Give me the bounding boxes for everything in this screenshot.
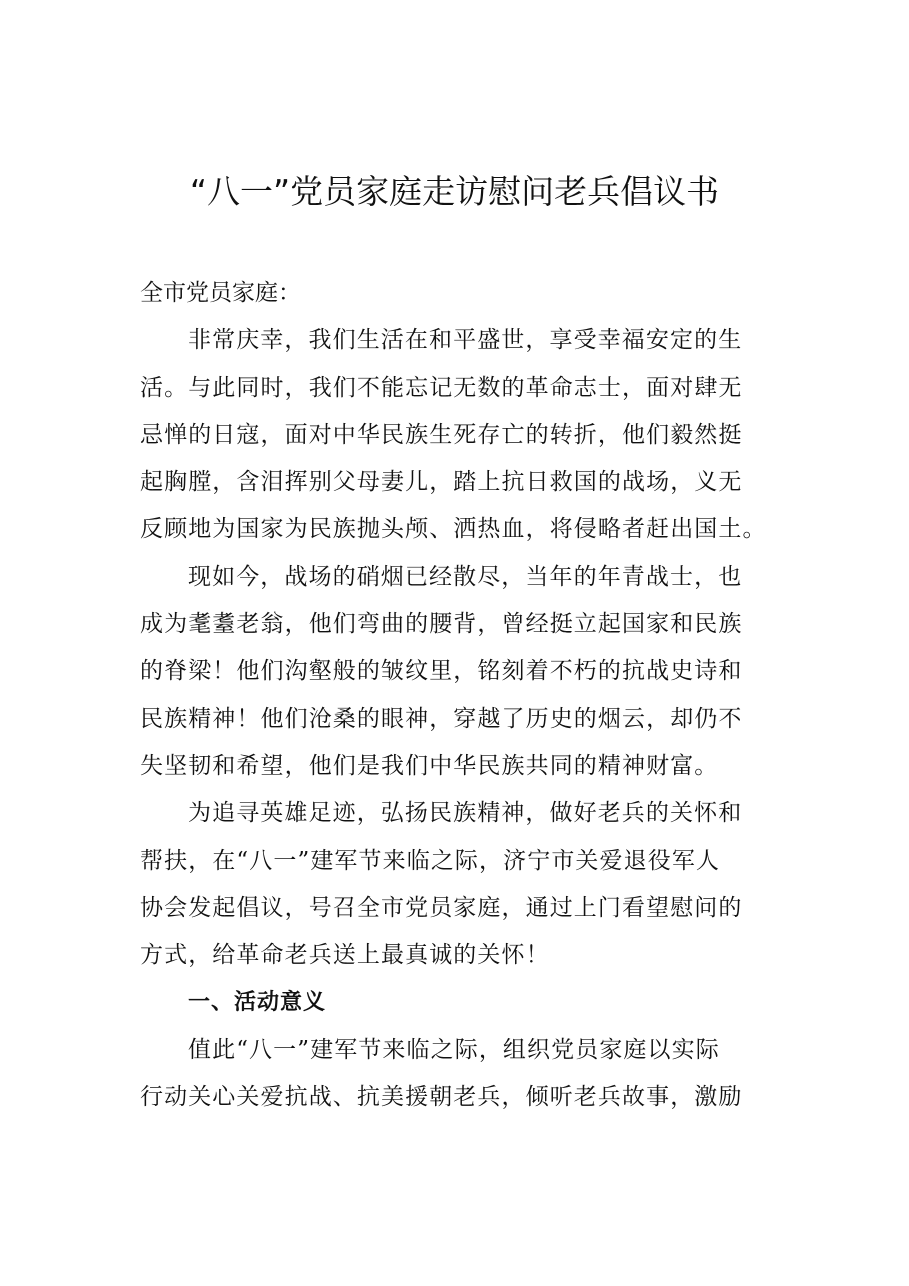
document-title: “八一”党员家庭走访慰问老兵倡议书 [189,172,720,211]
section-paragraph [140,1027,760,1122]
paragraph-line: 民族精神！他们沧桑的眼神，穿越了历史的烟云，却仍不 [140,705,743,732]
paragraph-line: 帮扶，在“八一”建军节来临之际，济宁市关爱退役军人 [140,847,721,874]
paragraph-line: 值此“八一”建军节来临之际，组织党员家庭以实际 [188,1036,720,1063]
paragraph-line: 为追寻英雄足迹，弘扬民族精神，做好老兵的关怀和 [188,800,743,827]
document-body [140,270,767,1121]
section-heading: 一、活动意义 [188,990,327,1016]
paragraph-line: 反顾地为国家为民族抛头颅、洒热血，将侵略者赶出国土。 [140,516,767,543]
paragraph-2 [140,554,760,790]
paragraph-line: 现如今，战场的硝烟已经散尽，当年的年青战士，也 [188,563,743,590]
paragraph-line: 协会发起倡议，号召全市党员家庭，通过上门看望慰问的 [140,894,743,921]
paragraph-line: 非常庆幸，我们生活在和平盛世，享受幸福安定的生 [188,327,743,354]
paragraph-1 [140,317,767,553]
paragraph-line: 的脊梁！他们沟壑般的皱纹里，铭刻着不朽的抗战史诗和 [140,658,743,685]
paragraph-3 [140,790,760,979]
paragraph-line: 行动关心关爱抗战、抗美援朝老兵，倾听老兵故事，激励 [140,1084,743,1111]
salutation: 全市党员家庭： [140,280,301,306]
paragraph-line: 起胸膛，含泪挥别父母妻儿，踏上抗日救国的战场，义无 [140,469,743,496]
paragraph-line: 成为耄耋老翁，他们弯曲的腰背，曾经挺立起国家和民族 [140,611,743,638]
paragraph-line: 方式，给革命老兵送上最真诚的关怀！ [140,942,550,969]
paragraph-line: 活。与此同时，我们不能忘记无数的革命志士，面对肆无 [140,374,743,401]
paragraph-line: 忌惮的日寇，面对中华民族生死存亡的转折，他们毅然挺 [140,421,743,448]
paragraph-line: 失坚韧和希望，他们是我们中华民族共同的精神财富。 [140,752,719,779]
